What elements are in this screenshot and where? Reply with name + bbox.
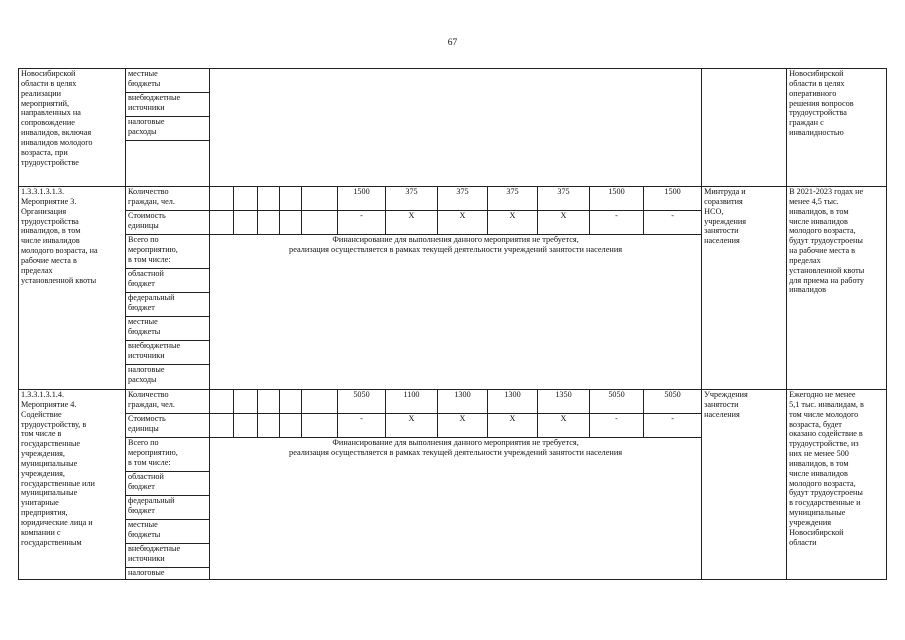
m3-cost-value: X <box>438 211 488 235</box>
m3-empty-cell <box>234 187 258 211</box>
m4-qty-value: 5050 <box>338 390 386 414</box>
m3-financing-note: Финансирование для выполнения данного мероприятия не требуется, реализация осуществляется в рамках текущей деятельности учреждений занятости населения <box>210 235 702 390</box>
m3-cost-value: - <box>644 211 702 235</box>
top-source-label: внебюджетные источники <box>126 93 210 117</box>
program-table <box>18 68 887 580</box>
m4-result: Ежегодно не менее 5,1 тыс. инвалидам, в том числе молодого возраста, будет оказано содействие в трудоустройстве, из них не менее 500 инвалидов, в том числе инвалидов молодого возраста, будут трудоустроены в государственные и муниципальные учреждения Новосибирской области <box>787 390 887 580</box>
m4-label: внебюджетные источники <box>126 544 210 568</box>
m3-qty-value: 1500 <box>590 187 644 211</box>
m3-qty-row <box>19 187 887 211</box>
top-description: Новосибирской области в целях реализации мероприятий, направленных на сопровождение инвалидов, включая инвалидов молодого возраста, при трудоустройстве <box>19 69 126 187</box>
m4-empty-cell <box>280 390 302 414</box>
m3-cost-value: - <box>338 211 386 235</box>
m4-empty-cell <box>234 390 258 414</box>
top-source-label: местные бюджеты <box>126 69 210 93</box>
m4-executor: Учреждения занятости населения <box>702 390 787 580</box>
m3-label: федеральный бюджет <box>126 293 210 317</box>
m4-empty-cell <box>234 414 258 438</box>
m3-empty-cell <box>258 187 280 211</box>
m4-qty-value: 1300 <box>438 390 488 414</box>
m3-empty-cell <box>210 211 234 235</box>
m3-result: В 2021-2023 годах не менее 4,5 тыс. инвалидов, в том числе инвалидов молодого возраста, будут трудоустроены на рабочие места в пределах установленной квоты для приема на работу инвалидов <box>787 187 887 390</box>
m3-label: Стоимость единицы <box>126 211 210 235</box>
m4-label: Количество граждан, чел. <box>126 390 210 414</box>
m3-label: внебюджетные источники <box>126 341 210 365</box>
m3-cost-value: X <box>538 211 590 235</box>
m4-cost-value: X <box>386 414 438 438</box>
m3-label: налоговые расходы <box>126 365 210 390</box>
m4-empty-cell <box>210 414 234 438</box>
m4-empty-cell <box>258 390 280 414</box>
m4-qty-value: 1350 <box>538 390 590 414</box>
m3-qty-value: 375 <box>386 187 438 211</box>
m4-cost-value: - <box>644 414 702 438</box>
m4-financing-note: Финансирование для выполнения данного мероприятия не требуется, реализация осуществляется в рамках текущей деятельности учреждений занятости населения <box>210 438 702 580</box>
m3-empty-cell <box>302 187 338 211</box>
m4-cost-value: X <box>438 414 488 438</box>
m3-empty-cell <box>280 211 302 235</box>
m3-qty-value: 375 <box>438 187 488 211</box>
m3-empty-cell <box>234 211 258 235</box>
page-number: 67 <box>447 38 458 48</box>
m4-label: федеральный бюджет <box>126 496 210 520</box>
m3-cost-value: X <box>488 211 538 235</box>
top-result: Новосибирской области в целях оперативного решения вопросов трудоустройства граждан с инвалидностью <box>787 69 887 187</box>
m4-description: 1.3.3.1.3.1.4. Мероприятие 4. Содействие трудоустройству, в том числе в государственные учреждения, муниципальные учреждения, государственные или муниципальные унитарные предприятия, юридические лица и компании с государственным <box>19 390 126 580</box>
m3-label: областной бюджет <box>126 269 210 293</box>
m3-empty-cell <box>302 211 338 235</box>
top-empty-values <box>210 69 702 187</box>
m4-qty-value: 5050 <box>590 390 644 414</box>
m4-empty-cell <box>302 390 338 414</box>
m4-cost-value: - <box>338 414 386 438</box>
m4-empty-cell <box>302 414 338 438</box>
m4-label: местные бюджеты <box>126 520 210 544</box>
top-source-label-empty <box>126 141 210 187</box>
m3-executor: Минтруда и соразвития НСО, учреждения занятости населения <box>702 187 787 390</box>
m4-empty-cell <box>258 414 280 438</box>
m3-description: 1.3.3.1.3.1.3. Мероприятие 3. Организация трудоустройства инвалидов, в том числе инвалидов молодого возраста, на рабочие места в пределах установленной квоты <box>19 187 126 390</box>
m4-empty-cell <box>210 390 234 414</box>
m3-label: местные бюджеты <box>126 317 210 341</box>
m3-qty-value: 375 <box>538 187 590 211</box>
m3-empty-cell <box>210 187 234 211</box>
m4-qty-row <box>19 390 887 414</box>
m4-empty-cell <box>280 414 302 438</box>
m4-qty-value: 1300 <box>488 390 538 414</box>
m4-qty-value: 5050 <box>644 390 702 414</box>
m3-qty-value: 1500 <box>338 187 386 211</box>
top-executor <box>702 69 787 187</box>
top-source-label: налоговые расходы <box>126 117 210 141</box>
m3-label: Всего по мероприятию, в том числе: <box>126 235 210 269</box>
m3-empty-cell <box>258 211 280 235</box>
m3-empty-cell <box>280 187 302 211</box>
m4-label: Стоимость единицы <box>126 414 210 438</box>
m4-label: областной бюджет <box>126 472 210 496</box>
m4-cost-value: - <box>590 414 644 438</box>
m4-cost-value: X <box>488 414 538 438</box>
m4-label: Всего по мероприятию, в том числе: <box>126 438 210 472</box>
m3-qty-value: 1500 <box>644 187 702 211</box>
top-row-1 <box>19 69 887 93</box>
m3-cost-value: X <box>386 211 438 235</box>
m3-label: Количество граждан, чел. <box>126 187 210 211</box>
m4-label: налоговые <box>126 568 210 580</box>
m4-qty-value: 1100 <box>386 390 438 414</box>
m4-cost-value: X <box>538 414 590 438</box>
m3-cost-value: - <box>590 211 644 235</box>
m3-qty-value: 375 <box>488 187 538 211</box>
